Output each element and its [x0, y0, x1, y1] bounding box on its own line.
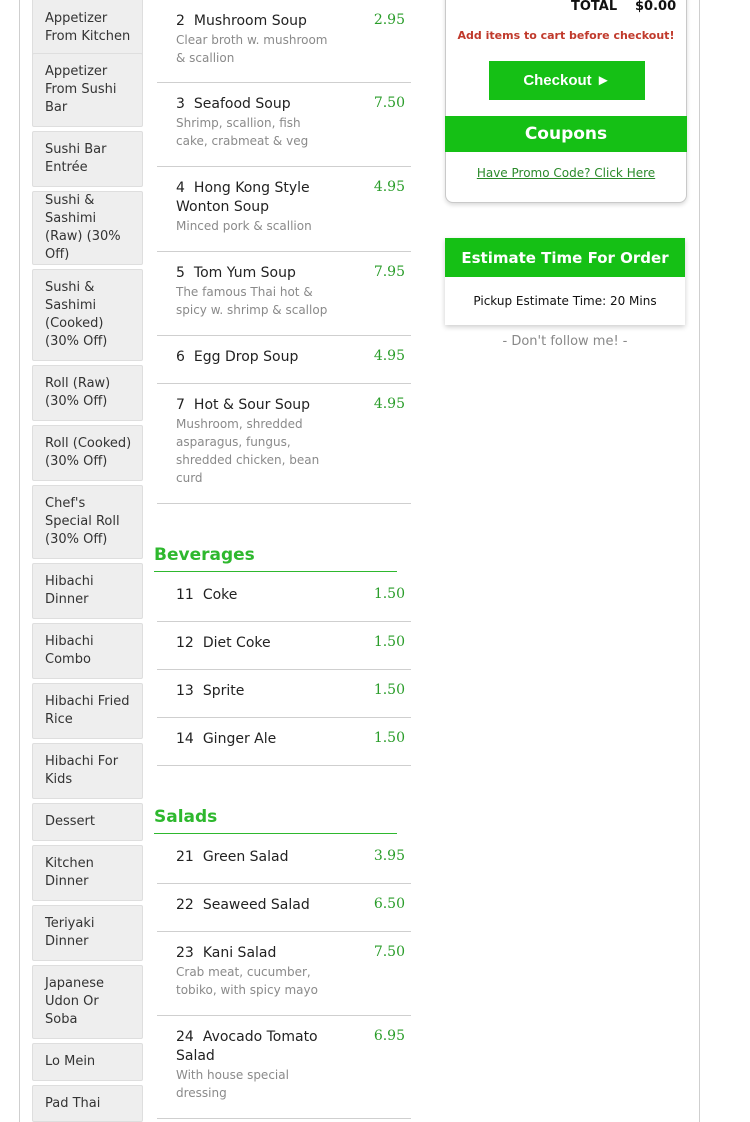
sidebar-item-label: Teriyaki Dinner [45, 916, 95, 949]
item-number: 3 [176, 96, 185, 112]
item-number: 13 [176, 683, 194, 699]
item-name: Tom Yum Soup [193, 265, 296, 281]
checkout-warning: Add items to cart before checkout! [457, 29, 675, 42]
item-description: Crab meat, cucumber, tobiko, with spicy mayo [176, 965, 318, 997]
sidebar-item-label: Hibachi Combo [45, 634, 94, 667]
section-title-beverages: Beverages [154, 545, 397, 572]
item-name: Mushroom Soup [193, 13, 307, 29]
sidebar-item-label: Sushi & Sashimi (Cooked) (30% Off) [45, 280, 108, 349]
sidebar-item-label: Roll (Cooked) (30% Off) [45, 436, 132, 469]
item-name: Seafood Soup [193, 96, 291, 112]
sidebar-item-teriyaki-dinner[interactable] [32, 905, 143, 961]
item-price: 6.95 [373, 1028, 405, 1044]
item-price: 7.95 [373, 264, 405, 280]
menu-item[interactable] [157, 574, 411, 622]
sidebar-item-roll-cooked[interactable] [32, 425, 143, 481]
sidebar-item-label: Hibachi Dinner [45, 574, 94, 607]
menu-item[interactable] [157, 1016, 411, 1119]
item-price: 1.50 [373, 586, 405, 602]
sidebar-item-hibachi-combo[interactable] [32, 623, 143, 679]
sidebar-item-dessert[interactable] [32, 803, 143, 841]
item-name: Hot & Sour Soup [193, 397, 311, 413]
sidebar-item-label: Hibachi Fried Rice [45, 694, 130, 727]
item-description: Minced pork & scallion [176, 219, 312, 233]
item-name: Diet Coke [202, 635, 271, 651]
promo-code-link[interactable]: Have Promo Code? Click Here [476, 166, 656, 180]
item-description: Clear broth w. mushroom & scallion [176, 33, 328, 65]
estimate-title: Estimate Time For Order [445, 238, 685, 277]
estimate-panel [445, 238, 685, 325]
sidebar-item-label: Hibachi For Kids [45, 754, 119, 787]
menu-item[interactable] [157, 884, 411, 932]
item-description: The famous Thai hot & spicy w. shrimp & scallop [176, 285, 328, 317]
sidebar-item-hibachi-dinner[interactable] [32, 563, 143, 619]
sidebar-item-appetizer-sushi-bar[interactable] [32, 53, 143, 127]
sidebar-item-label: Sushi & Sashimi (Raw) (30% Off) [45, 193, 121, 262]
item-number: 4 [176, 180, 185, 196]
menu-item[interactable] [157, 336, 411, 384]
item-price: 1.50 [373, 730, 405, 746]
sidebar-item-sushi-bar-entree[interactable] [32, 131, 143, 187]
follow-text: - Don't follow me! - [502, 334, 628, 349]
menu-item[interactable] [157, 622, 411, 670]
sidebar-item-label: Lo Mein [45, 1054, 96, 1069]
item-number: 6 [176, 349, 185, 365]
sidebar-item-label: Chef's Special Roll (30% Off) [45, 496, 120, 547]
item-number: 12 [176, 635, 194, 651]
item-name: Green Salad [202, 849, 289, 865]
checkout-button[interactable]: Checkout ► [489, 61, 645, 100]
menu-item[interactable] [157, 83, 411, 167]
sidebar-item-hibachi-for-kids[interactable] [32, 743, 143, 799]
menu-item[interactable] [157, 0, 411, 83]
menu-item[interactable] [157, 718, 411, 766]
sidebar-item-roll-raw[interactable] [32, 365, 143, 421]
coupons-header: Coupons [445, 116, 687, 152]
item-price: 2.95 [373, 12, 405, 28]
item-number: 23 [176, 945, 194, 961]
item-number: 11 [176, 587, 194, 603]
item-number: 5 [176, 265, 185, 281]
sidebar-item-label: Roll (Raw) (30% Off) [45, 376, 111, 409]
menu-item[interactable] [157, 836, 411, 884]
item-description: Shrimp, scallion, fish cake, crabmeat & veg [176, 116, 309, 148]
menu-item[interactable] [157, 167, 411, 252]
item-name: Kani Salad [202, 945, 277, 961]
sidebar-item-sushi-sashimi-raw[interactable] [32, 191, 143, 265]
item-number: 21 [176, 849, 194, 865]
item-number: 22 [176, 897, 194, 913]
sidebar-item-label: Dessert [45, 814, 95, 829]
menu-item[interactable] [157, 252, 411, 336]
item-name: Sprite [202, 683, 245, 699]
sidebar-item-label: Japanese Udon Or Soba [45, 976, 105, 1027]
sidebar-item-lo-mein[interactable] [32, 1043, 143, 1081]
item-name: Coke [202, 587, 238, 603]
sidebar-item-hibachi-fried-rice[interactable] [32, 683, 143, 739]
sidebar-item-label: Sushi Bar Entrée [45, 142, 107, 175]
item-description: With house special dressing [176, 1068, 289, 1100]
item-name: Hong Kong Style Wonton Soup [176, 180, 310, 215]
pickup-estimate-text: Pickup Estimate Time: 20 Mins [473, 294, 657, 308]
item-number: 24 [176, 1029, 194, 1045]
item-number: 7 [176, 397, 185, 413]
item-price: 1.50 [373, 634, 405, 650]
item-price: 4.95 [373, 348, 405, 364]
item-name: Ginger Ale [202, 731, 277, 747]
item-price: 7.50 [373, 944, 405, 960]
sidebar-item-sushi-sashimi-cooked[interactable] [32, 269, 143, 361]
sidebar-item-label: Pad Thai [45, 1095, 101, 1111]
menu-item[interactable] [157, 670, 411, 718]
sidebar-item-label: Kitchen Dinner [45, 856, 94, 889]
sidebar-item-label: Appetizer From Sushi Bar [45, 64, 117, 115]
cart-panel [445, 0, 687, 203]
menu-item[interactable] [157, 932, 411, 1016]
item-price: 6.50 [373, 896, 405, 912]
item-number: 2 [176, 13, 185, 29]
sidebar-item-pad-thai[interactable] [32, 1085, 143, 1122]
sidebar-item-chefs-special-roll[interactable] [32, 485, 143, 559]
item-name: Egg Drop Soup [193, 349, 299, 365]
item-price: 7.50 [373, 95, 405, 111]
item-price: 4.95 [373, 396, 405, 412]
item-price: 4.95 [373, 179, 405, 195]
total-label: TOTAL [571, 0, 618, 14]
total-value: $0.00 [635, 0, 677, 14]
sidebar-item-kitchen-dinner[interactable] [32, 845, 143, 901]
item-price: 1.50 [373, 682, 405, 698]
item-name: Avocado Tomato Salad [176, 1029, 318, 1064]
section-title-salads: Salads [154, 807, 397, 834]
item-price: 3.95 [373, 848, 405, 864]
menu-item[interactable] [157, 384, 411, 504]
item-description: Mushroom, shredded asparagus, fungus, shredded chicken, bean curd [176, 417, 320, 485]
item-name: Seaweed Salad [202, 897, 310, 913]
sidebar-item-label: Appetizer From Kitchen [45, 11, 131, 44]
item-number: 14 [176, 731, 194, 747]
sidebar-item-japanese-udon-soba[interactable] [32, 965, 143, 1039]
